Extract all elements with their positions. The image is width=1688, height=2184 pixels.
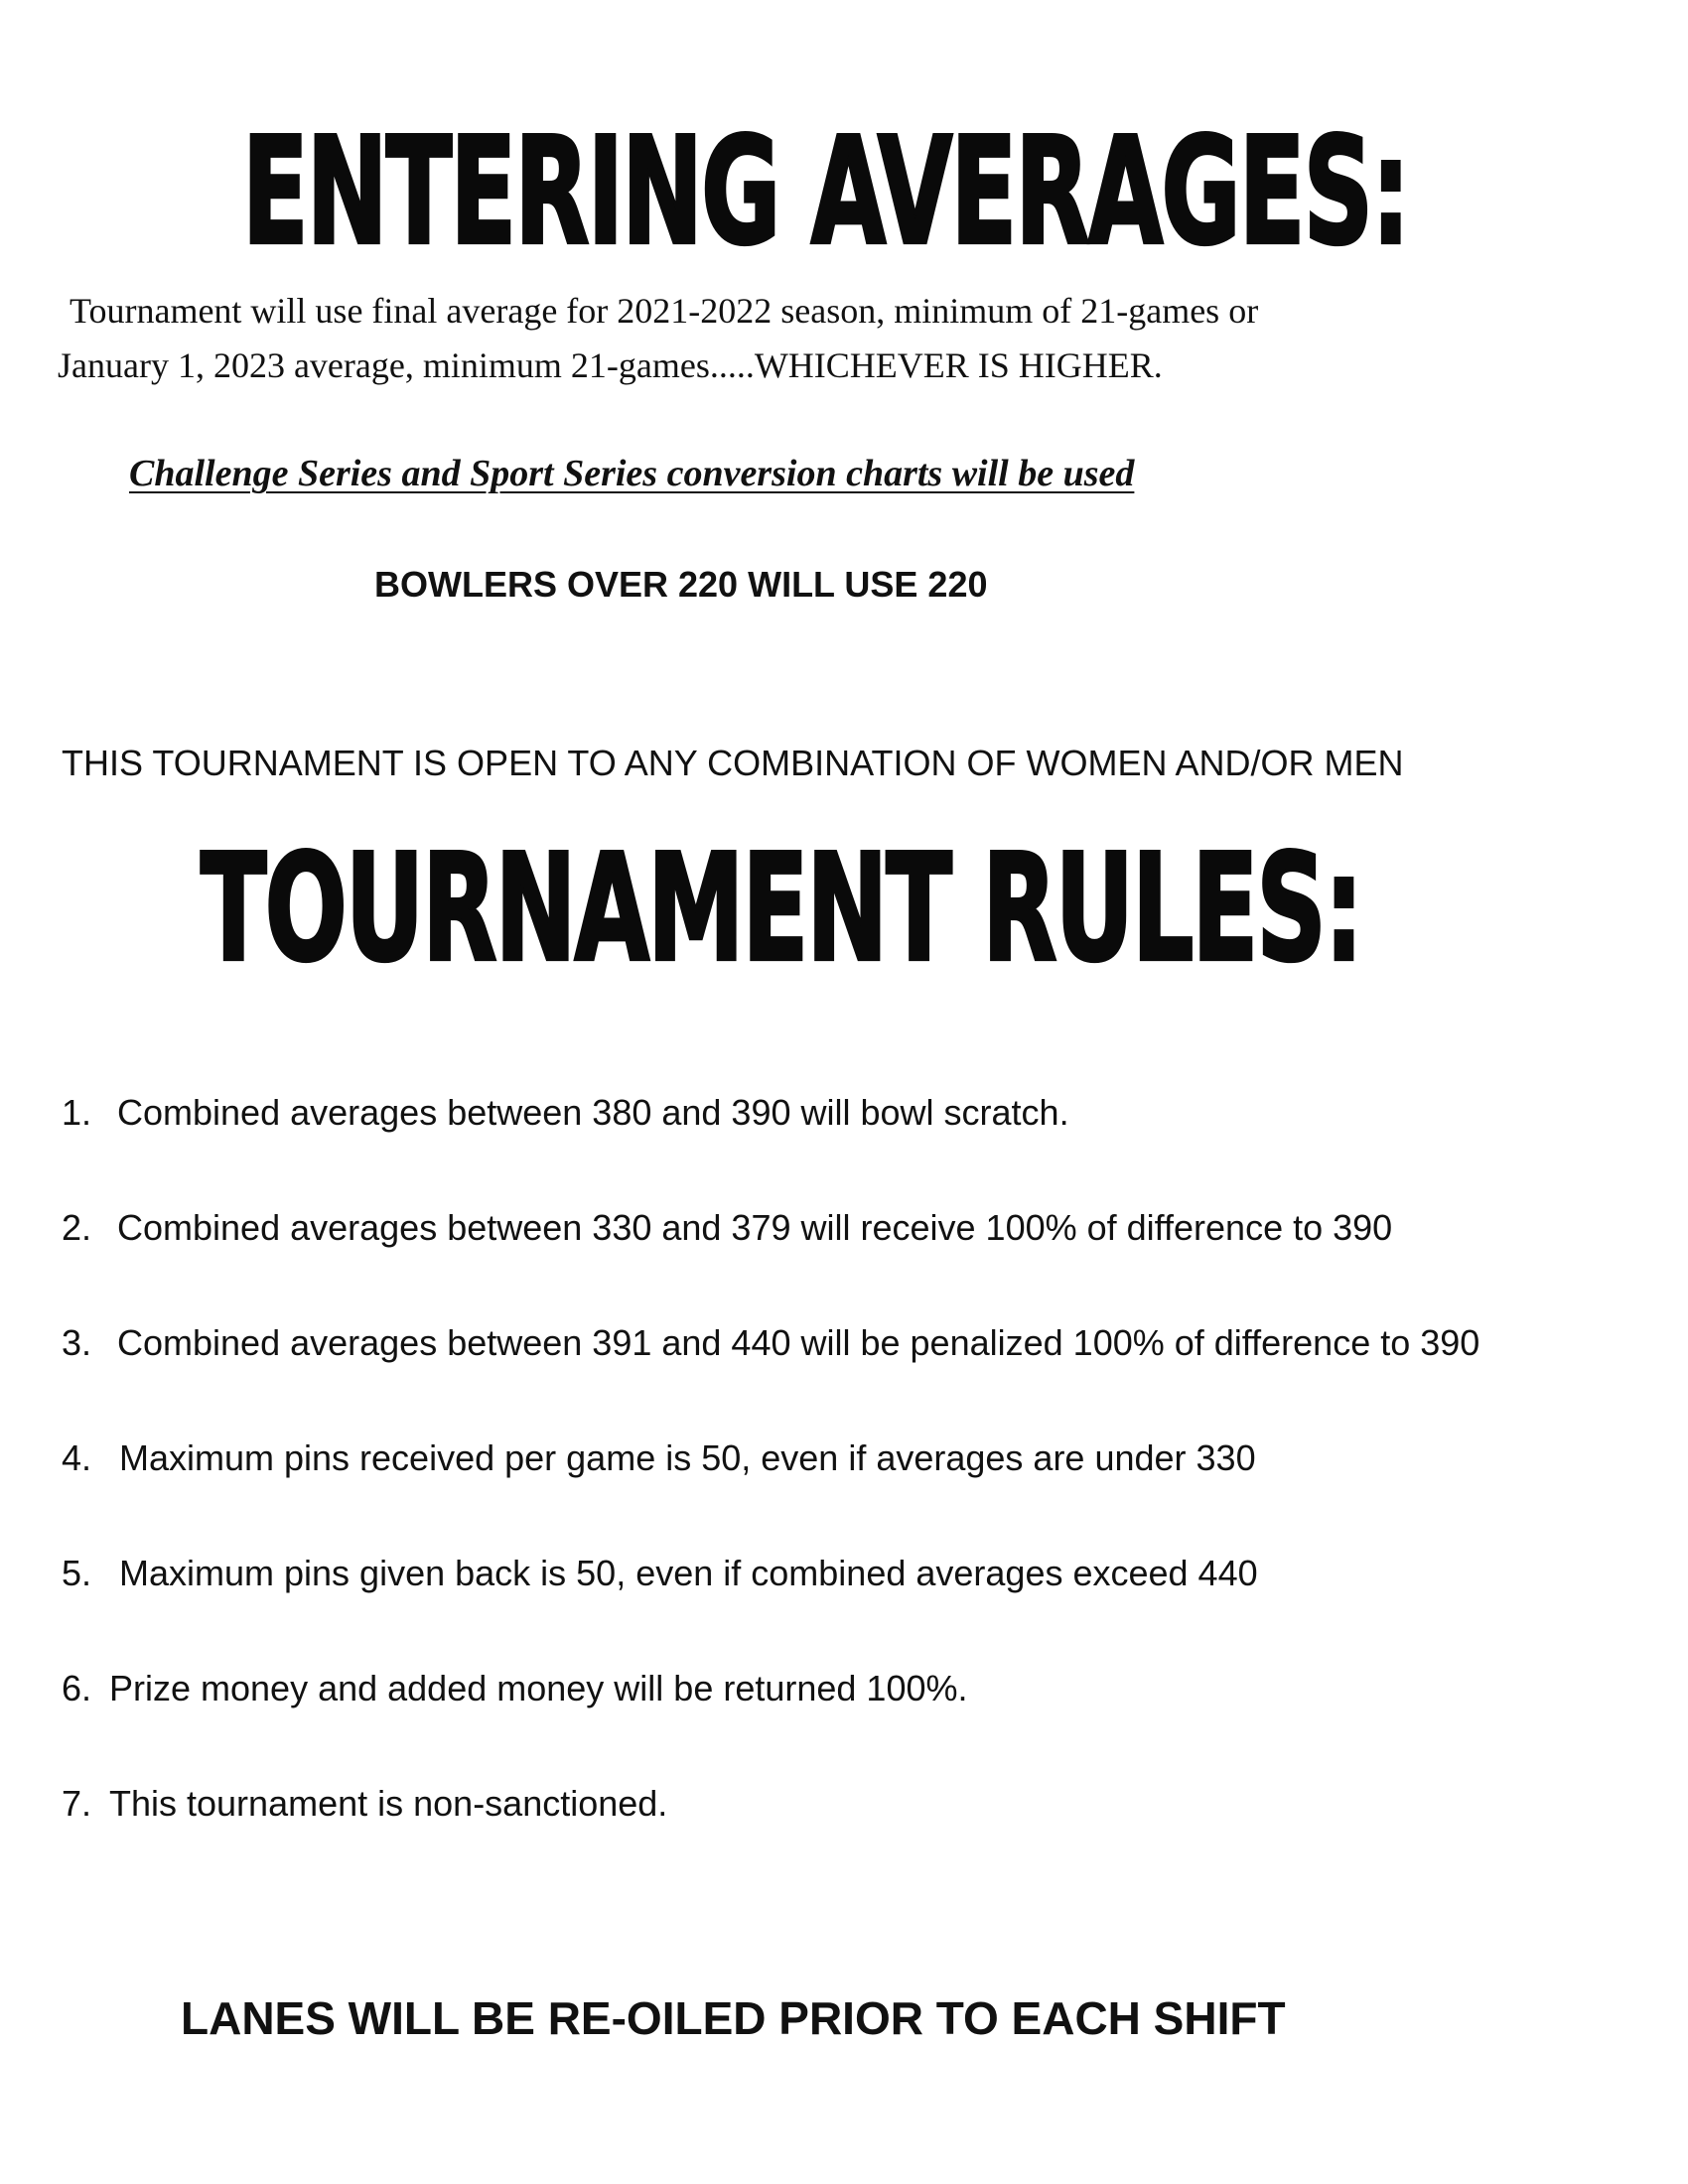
rule-number: 7. xyxy=(62,1783,92,1824)
rule-number: 5. xyxy=(62,1553,92,1593)
rule-text: Combined averages between 380 and 390 will bowl scratch. xyxy=(117,1092,1069,1133)
rule-item xyxy=(62,1437,1256,1479)
rule-text: Maximum pins given back is 50, even if combined averages exceed 440 xyxy=(119,1553,1258,1593)
rule-text: Combined averages between 330 and 379 will receive 100% of difference to 390 xyxy=(117,1207,1393,1248)
rule-item xyxy=(62,1783,667,1825)
entering-averages-heading: ENTERING AVERAGES: xyxy=(242,106,1409,278)
rule-item xyxy=(62,1553,1258,1594)
rule-text: Maximum pins received per game is 50, even if averages are under 330 xyxy=(119,1437,1256,1478)
rule-item xyxy=(62,1207,1392,1249)
conversion-charts-note: Challenge Series and Sport Series conversion charts will be used xyxy=(129,453,1135,494)
rule-item xyxy=(62,1092,1069,1134)
open-combination-notice: THIS TOURNAMENT IS OPEN TO ANY COMBINATION OF WOMEN AND/OR MEN xyxy=(62,743,1404,783)
average-cap-note: BOWLERS OVER 220 WILL USE 220 xyxy=(374,564,988,605)
rule-text: Prize money and added money will be returned 100%. xyxy=(109,1668,968,1708)
average-policy-line-1: Tournament will use final average for 2021-2022 season, minimum of 21-games or xyxy=(70,291,1259,331)
rule-text: Combined averages between 391 and 440 will be penalized 100% of difference to 390 xyxy=(117,1322,1480,1363)
rule-item xyxy=(62,1668,968,1709)
rule-item xyxy=(62,1322,1479,1364)
average-policy-paragraph xyxy=(58,284,1547,393)
rule-number: 4. xyxy=(62,1437,92,1478)
rule-number: 2. xyxy=(62,1207,92,1248)
rule-text: This tournament is non-sanctioned. xyxy=(109,1783,668,1824)
rule-number: 1. xyxy=(62,1092,92,1133)
rule-number: 6. xyxy=(62,1668,92,1708)
tournament-rules-heading: TOURNAMENT RULES: xyxy=(201,823,1362,995)
average-policy-line-2: January 1, 2023 average, minimum 21-games.....WHICHEVER IS HIGHER. xyxy=(58,345,1163,385)
lane-oiling-notice: LANES WILL BE RE-OILED PRIOR TO EACH SHIFT xyxy=(181,1992,1286,2044)
rule-number: 3. xyxy=(62,1322,92,1363)
